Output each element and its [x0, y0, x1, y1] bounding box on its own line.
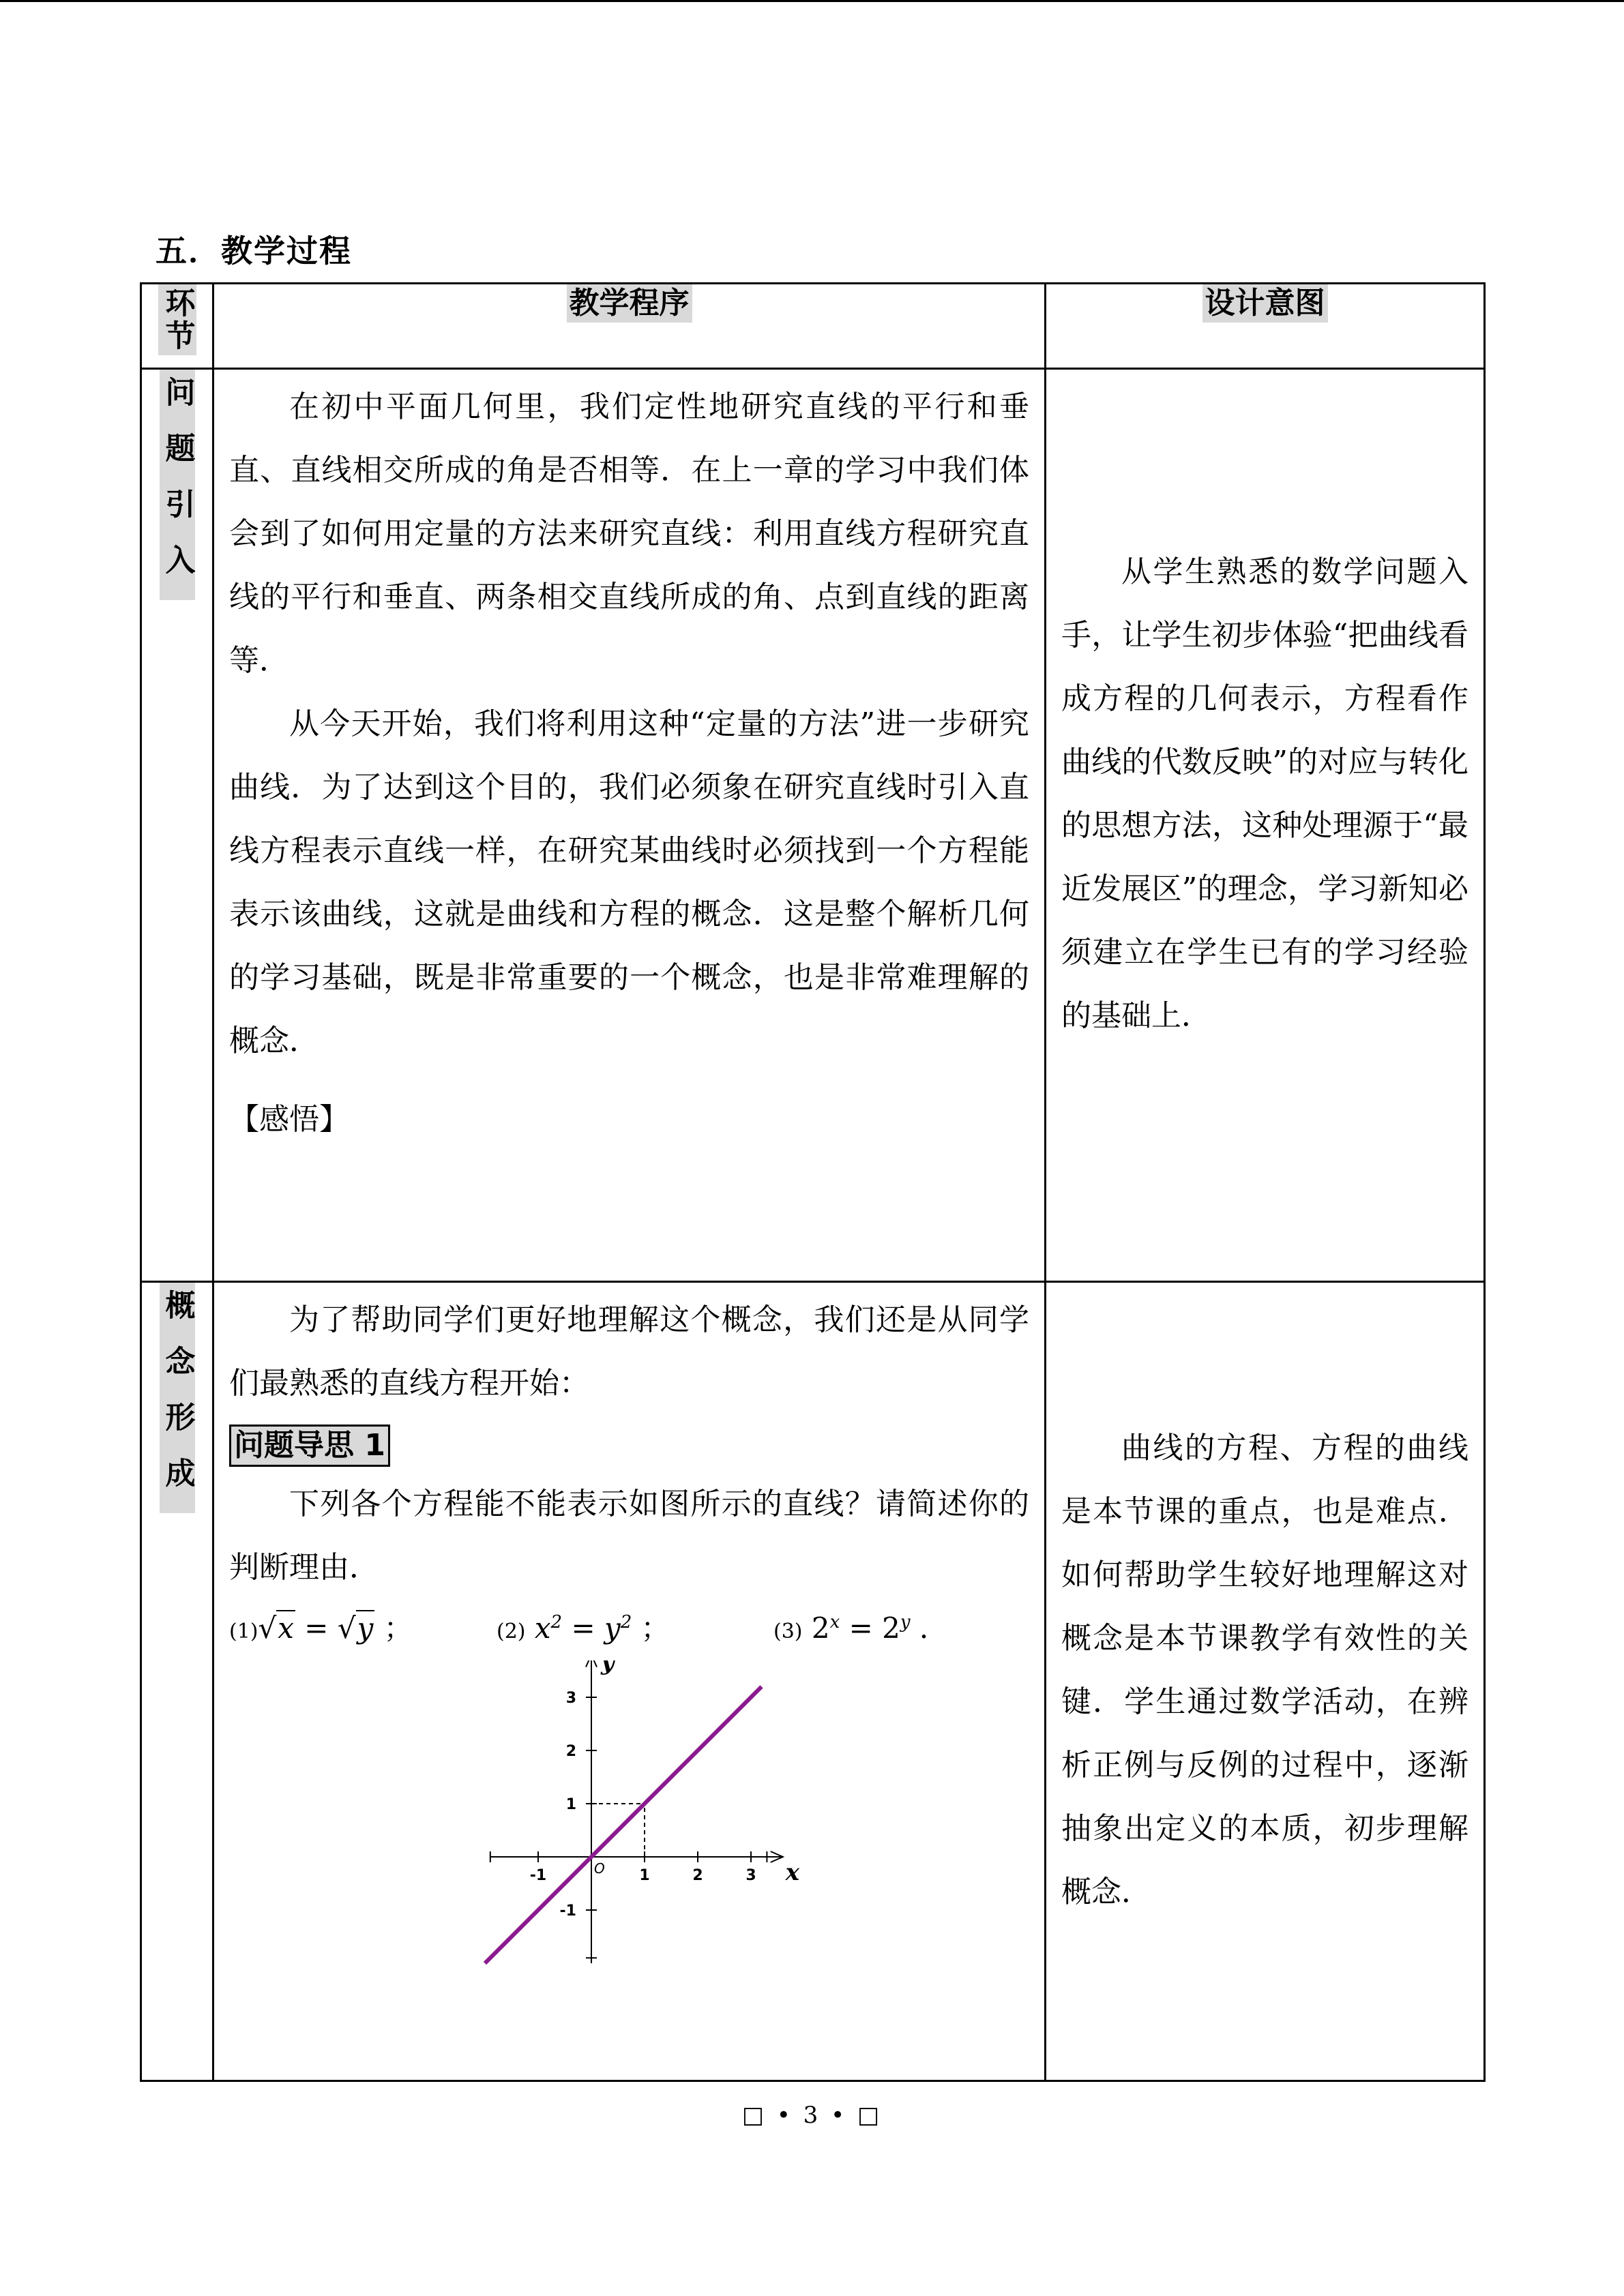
y-tick-label: 2: [565, 1743, 576, 1760]
x-axis-label: x: [785, 1859, 800, 1886]
table-header-row: [141, 284, 1485, 369]
line-y-equals-x: [485, 1686, 762, 1963]
procedure-paragraph: 在初中平面几何里，我们定性地研究直线的平行和垂直、直线相交所成的角是否相等．在上一章的学习中我们体会到了如何用定量的方法来研究直线：利用直线方程研究直线的平行和垂直、两条相交直线所成的角、点到直线的距离等．: [229, 389, 1029, 678]
procedure-intro: 为了帮助同学们更好地理解这个概念，我们还是从同学们最熟悉的直线方程开始：: [229, 1302, 1029, 1401]
equation-3: (3) $2^x = 2^y$ ．: [773, 1611, 948, 1645]
equation-2: (2) $x^2 = y^2$ ；: [497, 1611, 670, 1645]
origin-label: O: [594, 1860, 605, 1877]
x-tick-label: -1: [529, 1867, 547, 1884]
section-heading: 五．教学过程: [156, 233, 352, 269]
y-axis-label: y: [601, 1660, 615, 1676]
header-design: 设计意图: [1202, 284, 1328, 323]
header-procedure: 教学程序: [567, 284, 692, 323]
header-procedure-cell: [213, 284, 1046, 369]
page-number: □ • 3 • □: [741, 2102, 883, 2129]
procedure-paragraph: 从今天开始，我们将利用这种“定量的方法”进一步研究曲线．为了达到这个目的，我们必须象在研究直线时引入直线方程表示直线一样，在研究某曲线时必须找到一个方程能表示该曲线，这就是曲线和方程的概念．这是整个解析几何的学习基础，既是非常重要的一个概念，也是非常难理解的概念．: [229, 706, 1029, 1058]
table-row-problem-intro: [141, 369, 1485, 1282]
x-tick-label: 1: [639, 1867, 650, 1884]
header-stage: 环节: [158, 284, 196, 355]
y-tick-label: 3: [565, 1690, 576, 1707]
design-intent-text: 曲线的方程、方程的曲线是本节课的重点，也是难点．如何帮助学生较好地理解这对概念是本节课教学有效性的关键．学生通过数学活动，在辨析正例与反例的过程中，逐渐抽象出定义的本质，初步理解概念．: [1061, 1431, 1468, 1909]
y-tick-label: 1: [565, 1796, 576, 1813]
line-graph: [229, 1660, 1029, 2001]
procedure-cell: [213, 369, 1046, 1282]
stage-cell: [141, 369, 213, 1282]
design-cell: [1046, 369, 1485, 1282]
stage-label-concept-formation: 概念形成: [160, 1283, 195, 1513]
teaching-process-table: [140, 282, 1486, 2082]
header-design-cell: [1046, 284, 1485, 369]
coordinate-plane: [229, 1660, 1031, 2001]
question-text: 下列各个方程能不能表示如图所示的直线？请简述你的判断理由．: [229, 1487, 1029, 1585]
insight-label: 【感悟】: [229, 1102, 349, 1137]
header-stage-cell: [141, 284, 213, 369]
equation-1: (1)√x = √y ；: [229, 1611, 413, 1645]
design-cell: [1046, 1282, 1485, 2081]
procedure-cell: [213, 1282, 1046, 2081]
stage-label-problem-intro: 问题引入: [160, 370, 195, 600]
stage-cell: [141, 1282, 213, 2081]
page-top-rule: [0, 0, 1624, 2]
x-tick-label: 3: [745, 1867, 756, 1884]
x-tick-label: 2: [692, 1867, 703, 1884]
y-tick-label: -1: [559, 1903, 576, 1920]
table-row-concept-formation: [141, 1282, 1485, 2081]
equation-list: [229, 1599, 1029, 1660]
question-tag: 问题导思 1: [229, 1425, 390, 1467]
design-intent-text: 从学生熟悉的数学问题入手，让学生初步体验“把曲线看成方程的几何表示，方程看作曲线的代数反映”的对应与转化的思想方法，这种处理源于“最近发展区”的理念，学习新知必须建立在学生已有的学习经验的基础上．: [1061, 554, 1468, 1033]
